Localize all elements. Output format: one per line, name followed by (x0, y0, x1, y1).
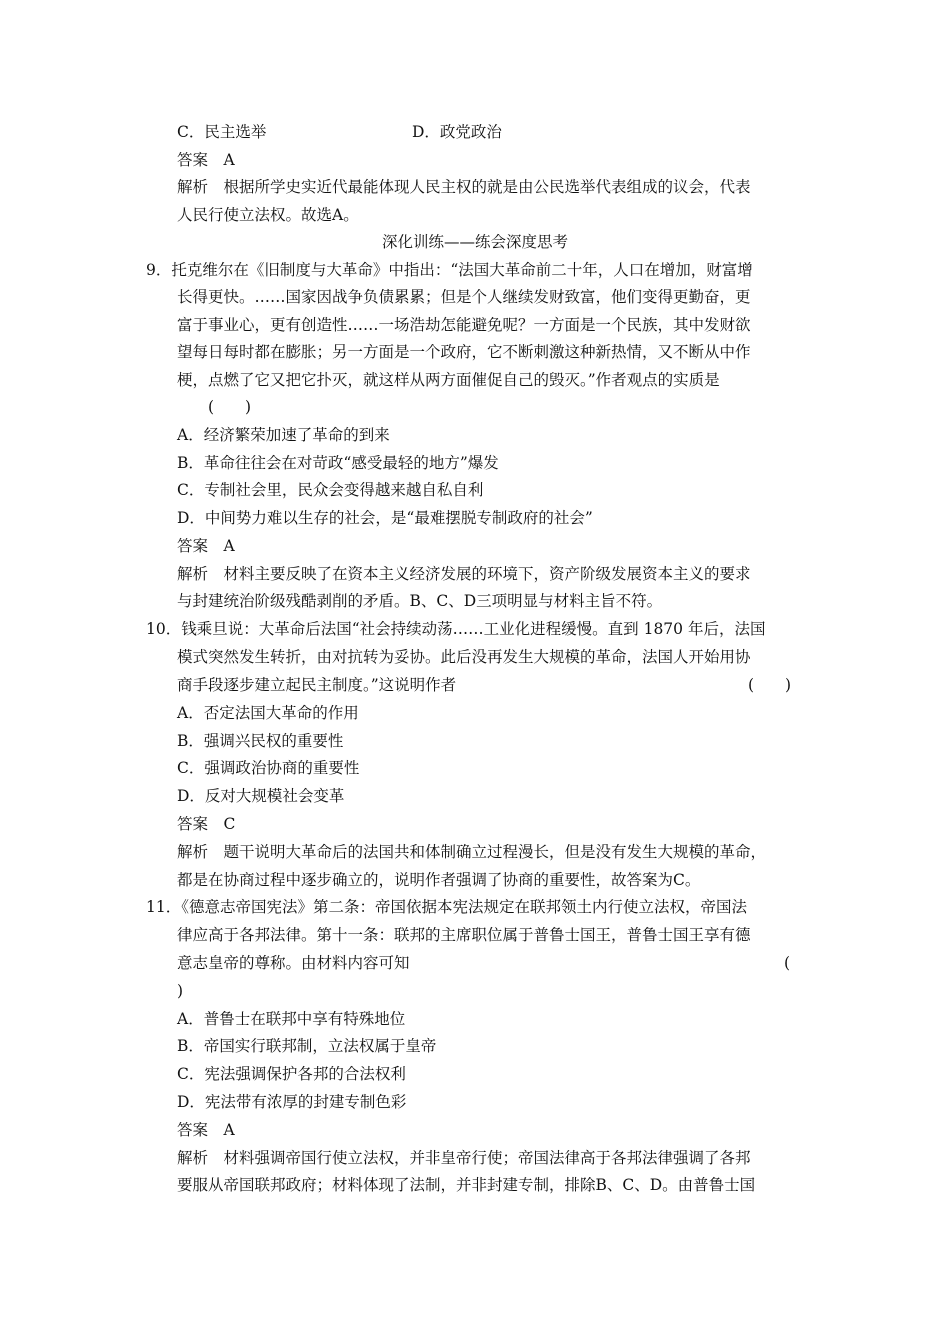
question-9-line-3: 富于事业心，更有创造性……一场浩劫怎能避免呢？一方面是一个民族，其中发财欲 (177, 316, 751, 334)
analysis-q10-line-1: 解析 题干说明大革命后的法国共和体制确立过程漫长，但是没有发生大规模的革命， (177, 843, 767, 861)
option-a-q11: A．普鲁士在联邦中享有特殊地位 (177, 1010, 406, 1028)
analysis-q10-line-2: 都是在协商过程中逐步确立的，说明作者强调了协商的重要性，故答案为C。 (177, 871, 701, 889)
analysis-q8-line-1: 解析 根据所学史实近代最能体现人民主权的就是由公民选举代表组成的议会，代表 (177, 178, 751, 196)
question-9-line-5: 梗，点燃了它又把它扑灭，就这样从两方面催促自己的毁灭。”作者观点的实质是 (177, 371, 720, 389)
question-10-line-1: 10．钱乘旦说：大革命后法国“社会持续动荡……工业化进程缓慢。直到 1870 年后，法国 (146, 620, 766, 638)
option-c-q10: C．强调政治协商的重要性 (177, 759, 360, 777)
option-c-q11: C．宪法强调保护各邦的合法权利 (177, 1065, 406, 1083)
answer-blank-q9: ( ) (208, 398, 252, 416)
answer-q9: 答案 A (177, 537, 235, 555)
answer-blank-q10: ( ) (748, 676, 792, 694)
option-a-q9: A．经济繁荣加速了革命的到来 (177, 426, 390, 444)
option-d-q11: D．宪法带有浓厚的封建专制色彩 (177, 1093, 407, 1111)
answer-q8: 答案 A (177, 151, 235, 169)
option-a-q10: A．否定法国大革命的作用 (177, 704, 359, 722)
answer-blank-q11-close: ) (177, 982, 184, 1000)
question-11-line-2: 律应高于各邦法律。第十一条：联邦的主席职位属于普鲁士国王，普鲁士国王享有德 (177, 926, 751, 944)
question-10-line-3: 商手段逐步建立起民主制度。”这说明作者 (177, 676, 457, 694)
option-c-q8: C．民主选举 (177, 123, 267, 141)
option-d-q8: D．政党政治 (412, 123, 502, 141)
question-10-line-2: 模式突然发生转折，由对抗转为妥协。此后没再发生大规模的革命，法国人开始用协 (177, 648, 751, 666)
option-c-q9: C．专制社会里，民众会变得越来越自私自利 (177, 481, 484, 499)
option-b-q9: B．革命往往会在对苛政“感受最轻的地方”爆发 (177, 454, 499, 472)
question-11-line-3: 意志皇帝的尊称。由材料内容可知 (177, 954, 410, 972)
option-b-q11: B．帝国实行联邦制，立法权属于皇帝 (177, 1037, 437, 1055)
option-d-q10: D．反对大规模社会变革 (177, 787, 345, 805)
analysis-q11-line-2: 要服从帝国联邦政府；材料体现了法制，并非封建专制，排除B、C、D。由普鲁士国 (177, 1176, 756, 1194)
option-b-q10: B．强调兴民权的重要性 (177, 732, 344, 750)
option-d-q9: D．中间势力难以生存的社会，是“最难摆脱专制政府的社会” (177, 509, 593, 527)
answer-q11: 答案 A (177, 1121, 235, 1139)
question-11-line-1: 11．《德意志帝国宪法》第二条：帝国依据本宪法规定在联邦领土内行使立法权，帝国法 (146, 898, 747, 916)
analysis-q9-line-2: 与封建统治阶级残酷剥削的矛盾。B、C、D三项明显与材料主旨不符。 (177, 592, 663, 610)
answer-q10: 答案 C (177, 815, 236, 833)
analysis-q8-line-2: 人民行使立法权。故选A。 (177, 206, 359, 224)
answer-blank-q11-open: ( (784, 954, 791, 972)
analysis-q9-line-1: 解析 材料主要反映了在资本主义经济发展的环境下，资产阶级发展资本主义的要求 (177, 565, 751, 583)
question-9-line-2: 长得更快。……国家因战争负债累累；但是个人继续发财致富，他们变得更勤奋，更 (177, 288, 751, 306)
section-heading: 深化训练——练会深度思考 (381, 233, 568, 251)
question-9-line-1: 9．托克维尔在《旧制度与大革命》中指出：“法国大革命前二十年，人口在增加，财富增 (146, 261, 753, 279)
analysis-q11-line-1: 解析 材料强调帝国行使立法权，并非皇帝行使；帝国法律高于各邦法律强调了各邦 (177, 1149, 751, 1167)
question-9-line-4: 望每日每时都在膨胀；另一方面是一个政府，它不断刺激这种新热情，又不断从中作 (177, 343, 751, 361)
